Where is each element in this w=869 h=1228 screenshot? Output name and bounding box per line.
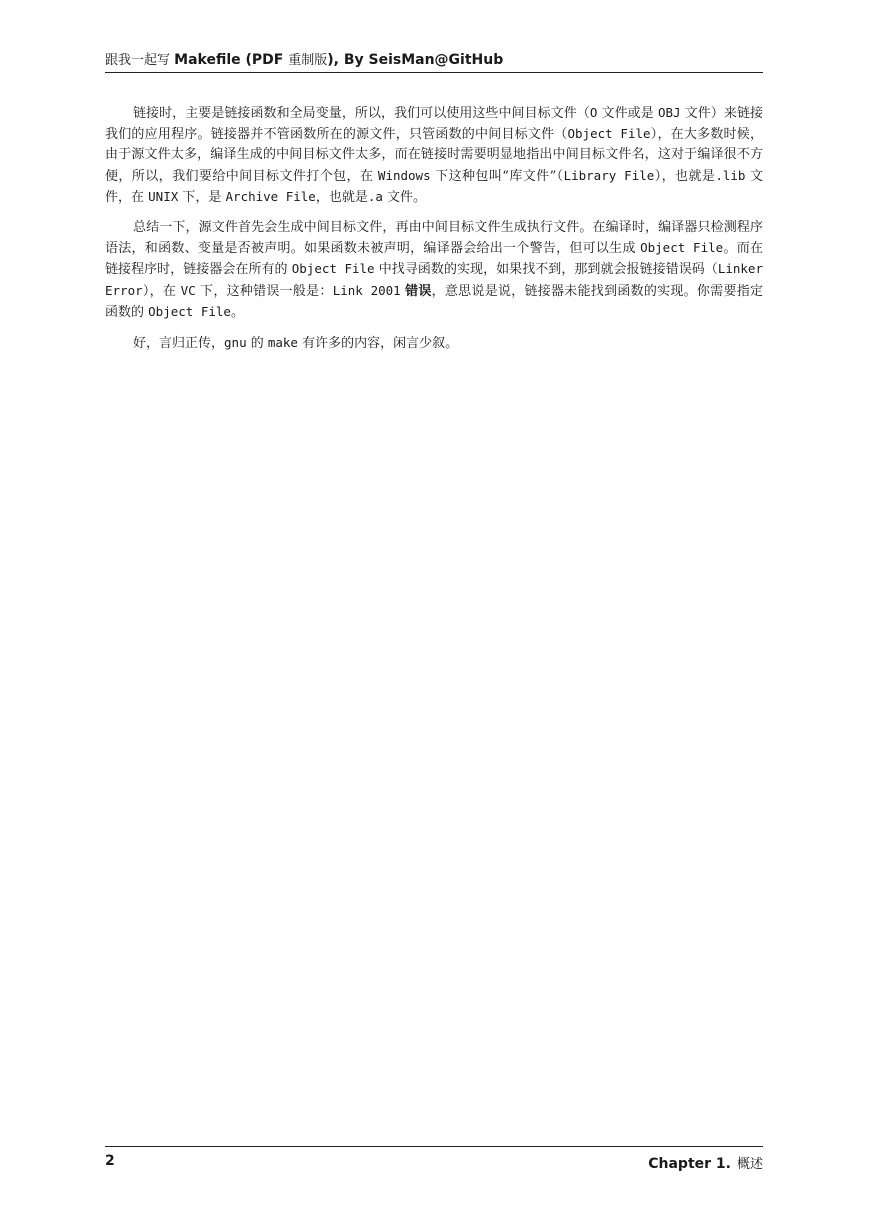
code-run: Windows	[377, 167, 431, 183]
code-run: Archive File	[225, 188, 316, 204]
text-run: ），也就是	[654, 168, 716, 184]
emphasis-run: 错误	[405, 283, 432, 299]
text-run: ），在大多数时候，由于源文件太多，编译生成的中间目标文件太多，而在链接时需要明显地指出中间目标文件名，这对于编译很不方便，所以，我们要给中间目标文件打个包，在	[105, 127, 763, 184]
code-run: Object File	[567, 126, 651, 142]
running-header	[105, 50, 763, 73]
header-title-makefile: Makefile (PDF	[174, 52, 289, 68]
code-run: gnu	[224, 335, 247, 351]
text-run: 。	[230, 304, 244, 320]
text-run: ，意思说是说，链接器未能找到函数的实现。你需要指定函数的	[105, 283, 763, 320]
text-run: 文件或是	[597, 106, 658, 121]
code-run: UNIX	[148, 188, 179, 204]
text-run: 文件）来链接我们的应用程序。链接器并不管函数所在的源文件，只管函数的中间目标文件（	[105, 106, 763, 143]
code-run: .lib	[715, 167, 746, 183]
paragraph-gnu-make	[105, 333, 763, 354]
text-run: 下这种包叫“库文件”（	[430, 168, 564, 184]
chapter-label: Chapter 1.	[648, 1156, 731, 1172]
code-run: Object File	[291, 261, 375, 277]
code-run: make	[267, 335, 298, 351]
code-run: Linker Error	[105, 261, 763, 298]
code-run: OBJ	[657, 105, 681, 120]
text-run: ），在	[142, 283, 181, 299]
text-run: ，也就是	[315, 189, 368, 205]
text-run: 链接时，主要是链接函数和全局变量，所以，我们可以使用这些中间目标文件（	[133, 106, 590, 121]
code-run: Object File	[148, 303, 231, 319]
text-run: 有许多的内容，闲言少叙。	[297, 336, 459, 352]
header-title-cjk: 跟我一起写	[105, 53, 175, 68]
chapter-title: 概述	[736, 1157, 763, 1172]
chapter-reference	[648, 1153, 763, 1172]
code-run: Library File	[563, 167, 655, 183]
code-run: Link 2001	[332, 282, 401, 298]
text-run: 文件。	[382, 189, 427, 205]
paragraph-linking	[105, 103, 763, 208]
text-run: 文件，在	[105, 168, 763, 205]
page-number: 2	[105, 1153, 115, 1169]
text-run: 。而在链接程序时，链接器会在所有的	[105, 241, 763, 278]
running-footer	[105, 1146, 763, 1176]
text-run: 下，这种错误一般是：	[195, 283, 333, 299]
text-run: 总结一下，源文件首先会生成中间目标文件，再由中间目标文件生成执行文件。在编译时，编译器只检测程序语法，和函数、变量是否被声明。如果函数未被声明，编译器会给出一个警告，但可以生成	[105, 220, 763, 257]
text-run: 的	[246, 336, 268, 352]
code-run: .a	[367, 188, 383, 204]
text-run: 中找寻函数的实现，如果找不到，那到就会报链接错误码（	[374, 262, 718, 278]
paragraph-summary	[105, 218, 763, 323]
header-title-author: ), By SeisMan@GitHub	[327, 52, 504, 68]
header-title-edition: 重制版	[288, 53, 328, 68]
code-run: VC	[180, 282, 196, 298]
text-run: 好，言归正传，	[133, 336, 225, 352]
code-run: O	[589, 105, 598, 120]
page-body	[105, 103, 763, 364]
text-run: 下，是	[178, 189, 226, 205]
code-run: Object File	[640, 240, 724, 256]
